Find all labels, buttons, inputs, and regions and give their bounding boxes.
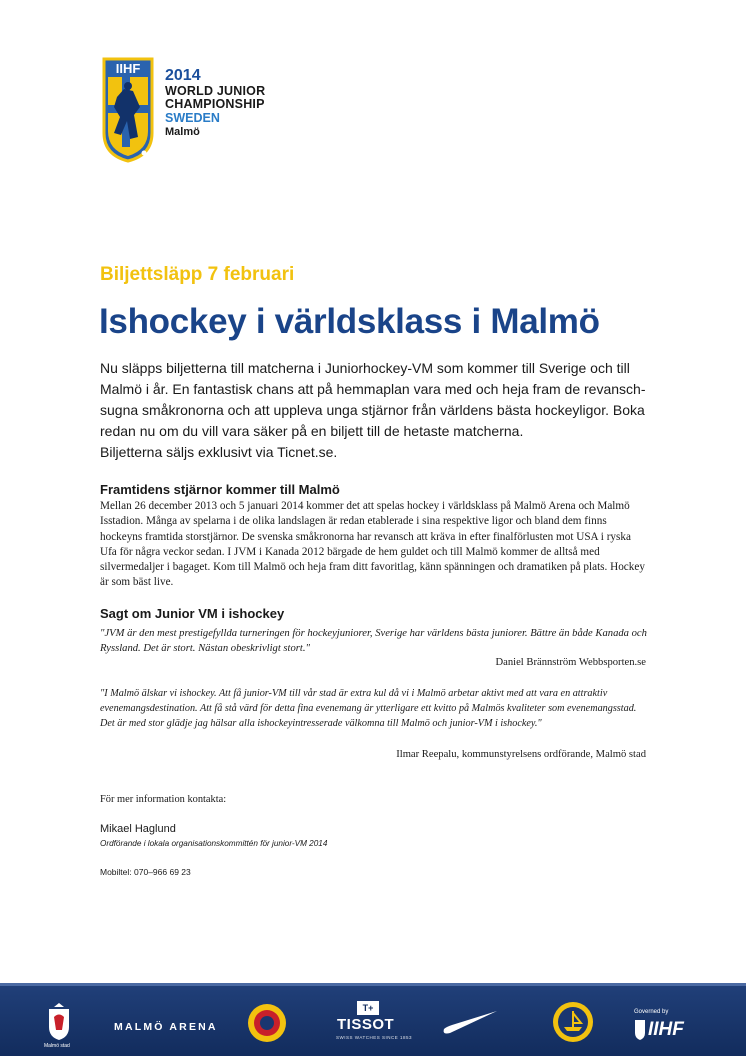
quote-1-attribution: Daniel Brännström Webbsporten.se bbox=[495, 657, 646, 668]
swedish-ice-hockey-association-emblem-icon bbox=[552, 1001, 594, 1043]
wjc-logo-wordmark bbox=[165, 67, 365, 140]
logo-country: SWEDEN bbox=[165, 111, 220, 125]
malmo-arena-logo: MALMÖ ARENA bbox=[114, 1021, 218, 1033]
section2-heading: Sagt om Junior VM i ishockey bbox=[100, 606, 285, 621]
lead-text: Nu släpps biljetterna till matcherna i Juniorhockey-VM som kommer till Sverige och till Malmö i år. En fantastisk chans att på hemmaplan vara med och heja fram de revansch-sugna småkronorna och att uppleva unga stjärnor från världens bästa hockeyligor. Boka redan nu om du vill vara säker på en biljett till de hetaste matcherna. bbox=[100, 360, 646, 439]
kicker: Biljettsläpp 7 februari bbox=[100, 264, 295, 285]
contact-name: Mikael Haglund bbox=[100, 823, 176, 835]
quote-1: "JVM är den mest prestigefyllda turneringen för hockeyjuniorer, Sverige har världens bästa juniorer. Bättre än både Kanada och Ryssland. Det är stort. Nästan obeskrivligt stort." bbox=[100, 628, 647, 654]
logo-crest-text: IIHF bbox=[115, 61, 141, 76]
logo-line1: WORLD JUNIOR bbox=[165, 84, 266, 98]
malmo-stad-label: Malmö stad bbox=[44, 1043, 70, 1049]
iihf-footer-logo: IIHF bbox=[648, 1019, 684, 1040]
quote-2-attribution: Ilmar Reepalu, kommunstyrelsens ordförande, Malmö stad bbox=[396, 749, 646, 760]
governed-by-label: Governed by bbox=[634, 1009, 669, 1015]
tissot-mark: T+ bbox=[357, 1001, 379, 1015]
quote-2: "I Malmö älskar vi ishockey. Att få junior-VM till vår stad är extra kul då vi i Malmö arbetar aktivt med att vara en attraktiv evenemangsdestination. Att få stå värd för detta fina evenemang är ytterligare ett kvitto på Malmös kvaliteter som evenemangsstad. Det är med stor glädje jag hälsar alla ishockeyintresserade välkomna till Malmö och junior-VM i ishockey." bbox=[100, 688, 637, 729]
contact-phone: Mobiltel: 070–966 69 23 bbox=[100, 867, 191, 877]
logo-year: 2014 bbox=[165, 67, 201, 84]
lead-paragraph bbox=[100, 358, 660, 463]
section1-body: Mellan 26 december 2013 och 5 januari 2014 kommer det att spelas hockey i världsklass på Malmö Arena och Malmö Isstadion. Många av spelarna i de olika landslagen är redan etablerade i sina respektive ligor och bland dem finns hockeyns framtida storstjärnor. De svenska småkronorna har revansch att kräva in efter finalförlusten mot USA i ryska Ufa för några veckor sedan. I JVM i Kanada 2012 bärgade de hem guldet och till Malmö kommer de alltså med silvermedaljer i bagaget. Kom till Malmö och heja fram ditt favoritlag, känn spänningen och dramatiken på plats. Hockey är som bäst live. bbox=[100, 500, 645, 589]
page-title: Ishockey i världsklass i Malmö bbox=[99, 302, 600, 341]
lead-ticket-info: Biljetterna säljs exklusivt via Ticnet.se. bbox=[100, 444, 338, 460]
swedish-federation-emblem-icon bbox=[247, 1003, 287, 1043]
sponsor-footer bbox=[0, 983, 746, 1056]
contact-role: Ordförande i lokala organisationskommittén för junior-VM 2014 bbox=[100, 839, 328, 848]
malmo-stad-crest-icon bbox=[46, 1003, 72, 1041]
tissot-logo: TISSOT bbox=[337, 1016, 395, 1033]
logo-line2: CHAMPIONSHIP bbox=[165, 97, 265, 111]
tissot-tagline: SWISS WATCHES SINCE 1853 bbox=[336, 1035, 413, 1040]
iihf-crest-icon bbox=[634, 1019, 646, 1041]
section1-heading: Framtidens stjärnor kommer till Malmö bbox=[100, 482, 340, 497]
nike-swoosh-icon bbox=[442, 1007, 498, 1035]
logo-city: Malmö bbox=[165, 126, 200, 138]
contact-intro: För mer information kontakta: bbox=[100, 794, 227, 805]
wjc-logo-crest bbox=[100, 55, 156, 163]
